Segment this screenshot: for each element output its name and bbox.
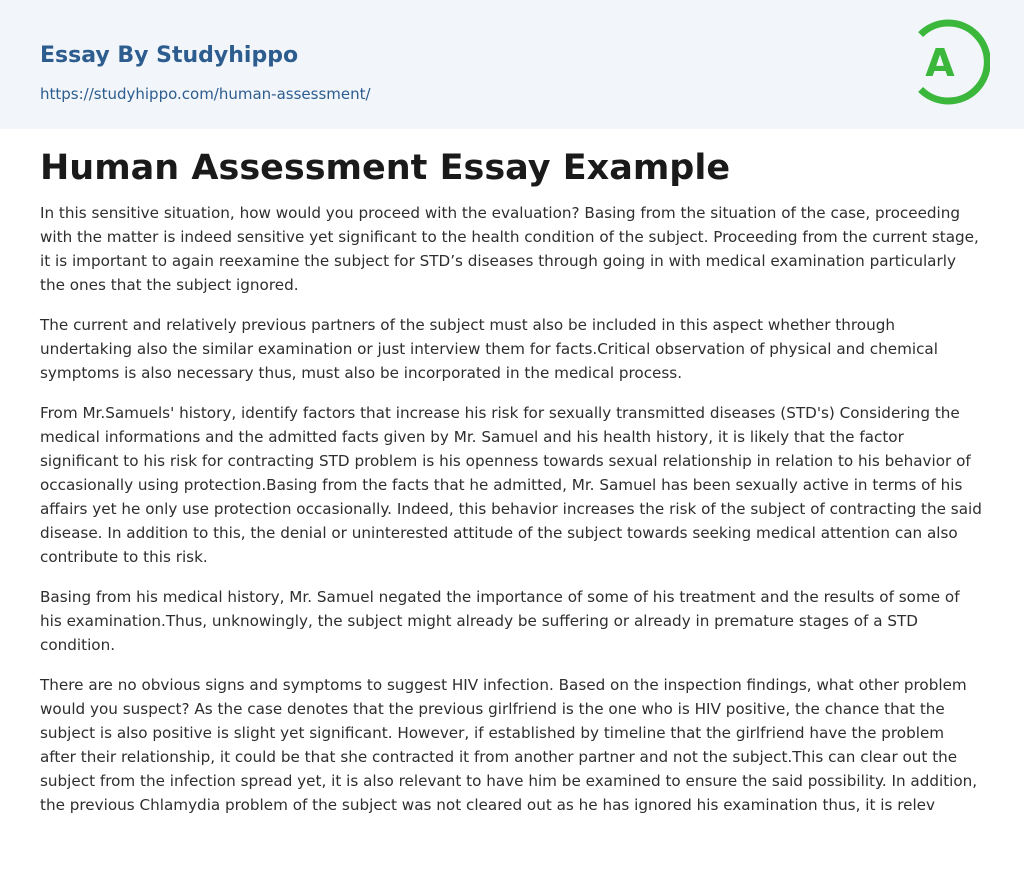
logo-letter: A: [925, 41, 955, 85]
paragraph-1: In this sensitive situation, how would you proceed with the evaluation? Basing from the situation of the case, proceeding with the matter is indeed sensitive yet significant to the health condition of the subject. Proceeding from the current stage, it is important to again reexamine the subject for STD’s diseases through going in with medical examination particularly the ones that the subject ignored.: [40, 204, 979, 294]
brand-title[interactable]: Essay By Studyhippo: [40, 43, 299, 68]
site-header: [0, 0, 1024, 129]
paragraph-4: Basing from his medical history, Mr. Samuel negated the importance of some of his treatment and the results of some of his examination.Thus, unknowingly, the subject might already be suffering or already in premature stages of a STD condition.: [40, 588, 960, 654]
paragraph-3: From Mr.Samuels' history, identify factors that increase his risk for sexually transmitted diseases (STD's) Considering the medical informations and the admitted facts given by Mr. Samuel and his health history, it is likely that the factor significant to his risk for contracting STD problem is his openness towards sexual relationship in relation to his behavior of occasionally using protection.Basing from the facts that he admitted, Mr. Samuel has been sexually active in terms of his affairs yet he only use protection occasionally. Indeed, this behavior increases the risk of the subject of contracting the said disease. In addition to this, the denial or uninterested attitude of the subject towards seeking medical attention can also contribute to this risk.: [40, 404, 982, 566]
page-title: Human Assessment Essay Example: [40, 148, 731, 188]
essay-url-link[interactable]: https://studyhippo.com/human-assessment/: [40, 85, 371, 103]
paragraph-5: There are no obvious signs and symptoms to suggest HIV infection. Based on the inspection findings, what other problem would you suspect? As the case denotes that the previous girlfriend is the one who is HIV positive, the chance that the subject is also positive is slight yet significant. However, if established by timeline that the girlfriend have the problem after their relationship, it could be that she contracted it from another partner and not the subject.This can clear out the subject from the infection spread yet, it is also relevant to have him be examined to ensure the said possibility. In addition, the previous Chlamydia problem of the subject was not cleared out as he has ignored his examination thus, it is relev: [40, 676, 978, 814]
studyhippo-logo-icon[interactable]: [900, 17, 990, 107]
article-content: [40, 142, 984, 833]
paragraph-2: The current and relatively previous partners of the subject must also be included in this aspect whether through undertaking also the similar examination or just interview them for facts.Critical observation of physical and chemical symptoms is also necessary thus, must also be incorporated in the medical process.: [40, 316, 938, 382]
